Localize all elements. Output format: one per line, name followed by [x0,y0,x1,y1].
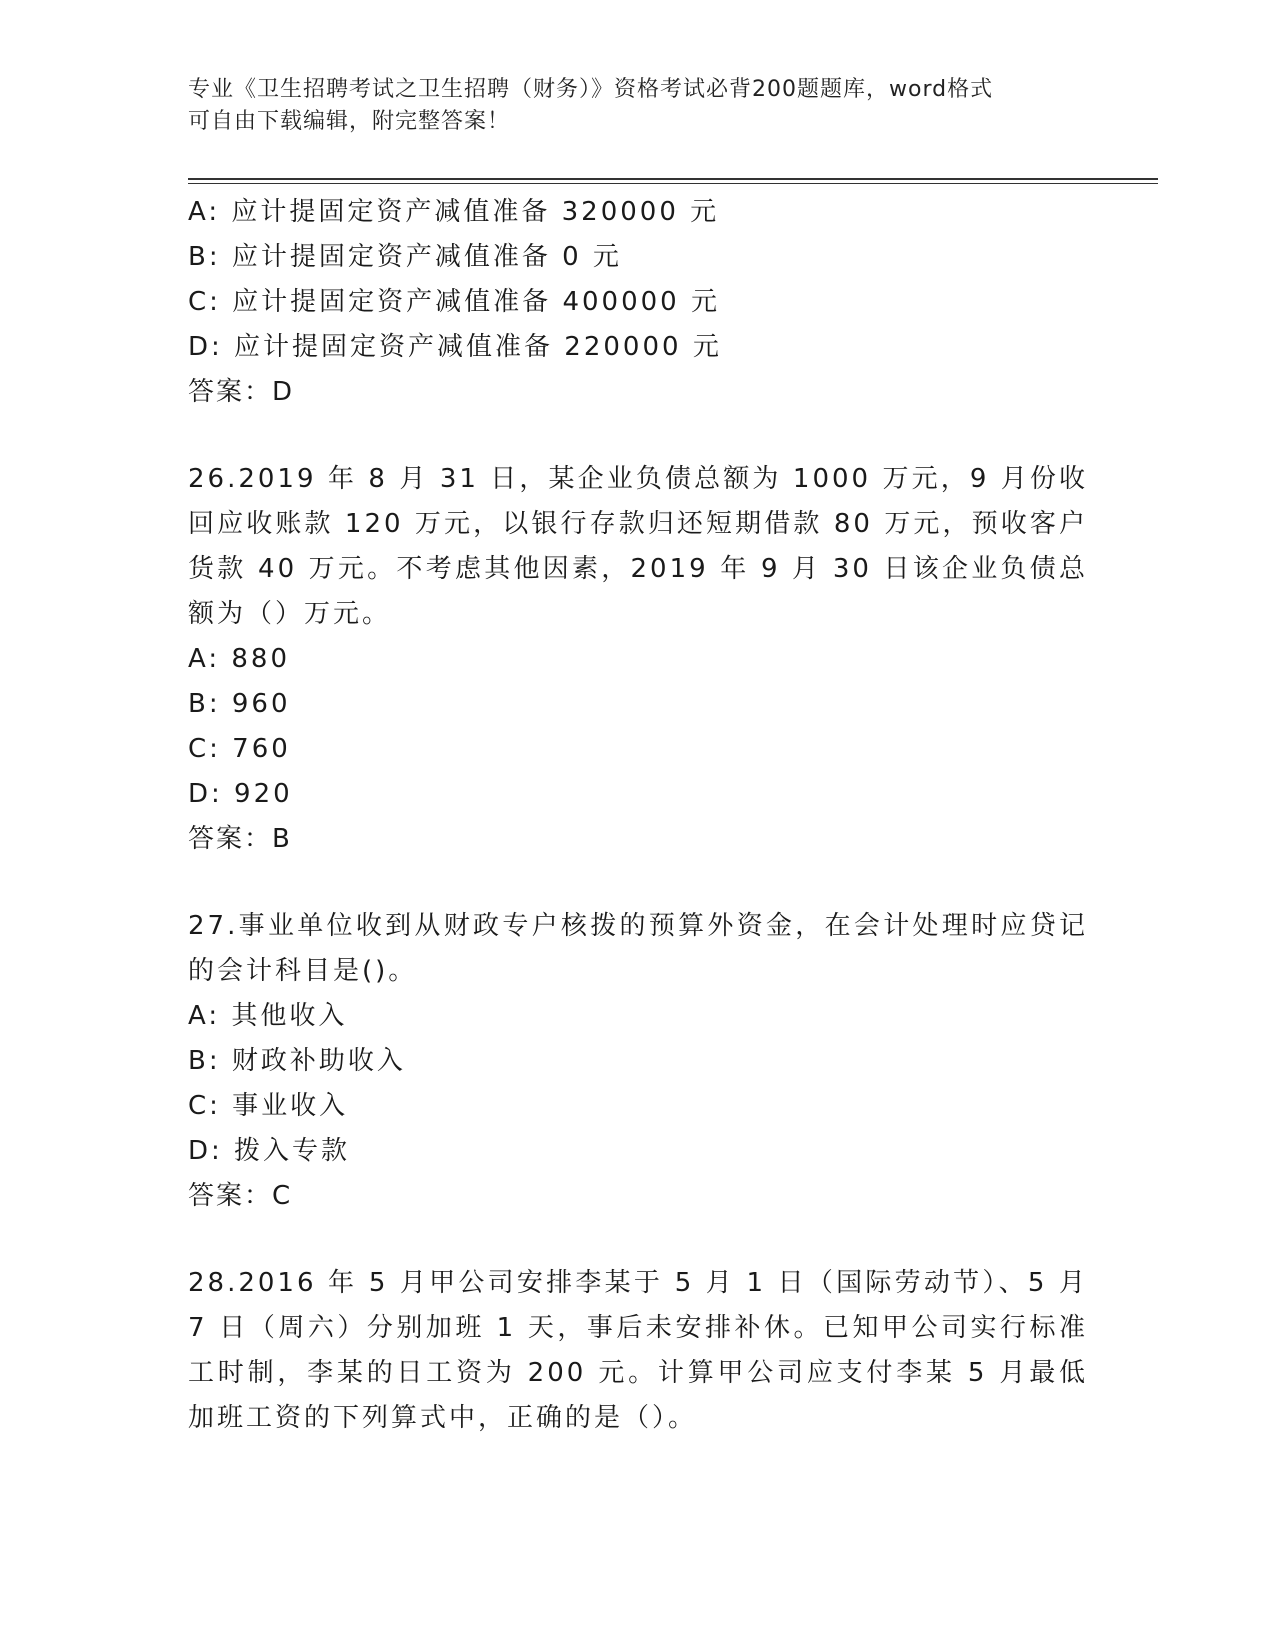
q26-option-a: A: 880 [188,644,290,674]
spacer [188,862,1088,904]
document-header [188,74,1088,138]
q26-option-c: C: 760 [188,734,291,764]
q27-answer: 答案：C [188,1181,293,1211]
header-line-2: 可自由下载编辑，附完整答案！ [188,109,511,134]
spacer [188,415,1088,457]
header-divider-thin [188,183,1158,184]
question-28-block [188,1261,1088,1441]
q25-option-c: C: 应计提固定资产减值准备 400000 元 [188,287,720,317]
spacer [188,1219,1088,1261]
question-27-block [188,904,1088,1219]
header-line-1: 专业《卫生招聘考试之卫生招聘（财务）》资格考试必背200题题库，word格式 [188,77,994,102]
q25-answer: 答案：D [188,377,295,407]
q27-option-a: A: 其他收入 [188,1001,348,1031]
document-body [188,190,1088,1441]
q26-option-d: D: 920 [188,779,293,809]
q25-option-d: D: 应计提固定资产减值准备 220000 元 [188,332,722,362]
q28-question-text: 28.2016 年 5 月甲公司安排李某于 5 月 1 日（国际劳动节）、5 月 7 日（周六）分别加班 1 天，事后未安排补休。已知甲公司实行标准工时制，李某的日工资为 200 元。计算甲公司应支付李某 5 月最低加班工资的下列算式中，正确的是（）。 [188,1268,1088,1433]
header-divider [188,178,1158,180]
question-25-block [188,190,1088,415]
q27-option-d: D: 拨入专款 [188,1136,351,1166]
q26-answer: 答案：B [188,824,292,854]
q27-option-b: B: 财政补助收入 [188,1046,406,1076]
q27-option-c: C: 事业收入 [188,1091,349,1121]
q25-option-a: A: 应计提固定资产减值准备 320000 元 [188,197,720,227]
question-26-block [188,457,1088,862]
q27-question-text: 27.事业单位收到从财政专户核拨的预算外资金，在会计处理时应贷记的会计科目是()。 [188,911,1088,986]
q26-question-text: 26.2019 年 8 月 31 日，某企业负债总额为 1000 万元，9 月份收回应收账款 120 万元，以银行存款归还短期借款 80 万元，预收客户货款 40 万元。不考虑其他因素，2019 年 9 月 30 日该企业负债总额为（）万元。 [188,464,1088,629]
q26-option-b: B: 960 [188,689,291,719]
q25-option-b: B: 应计提固定资产减值准备 0 元 [188,242,622,272]
